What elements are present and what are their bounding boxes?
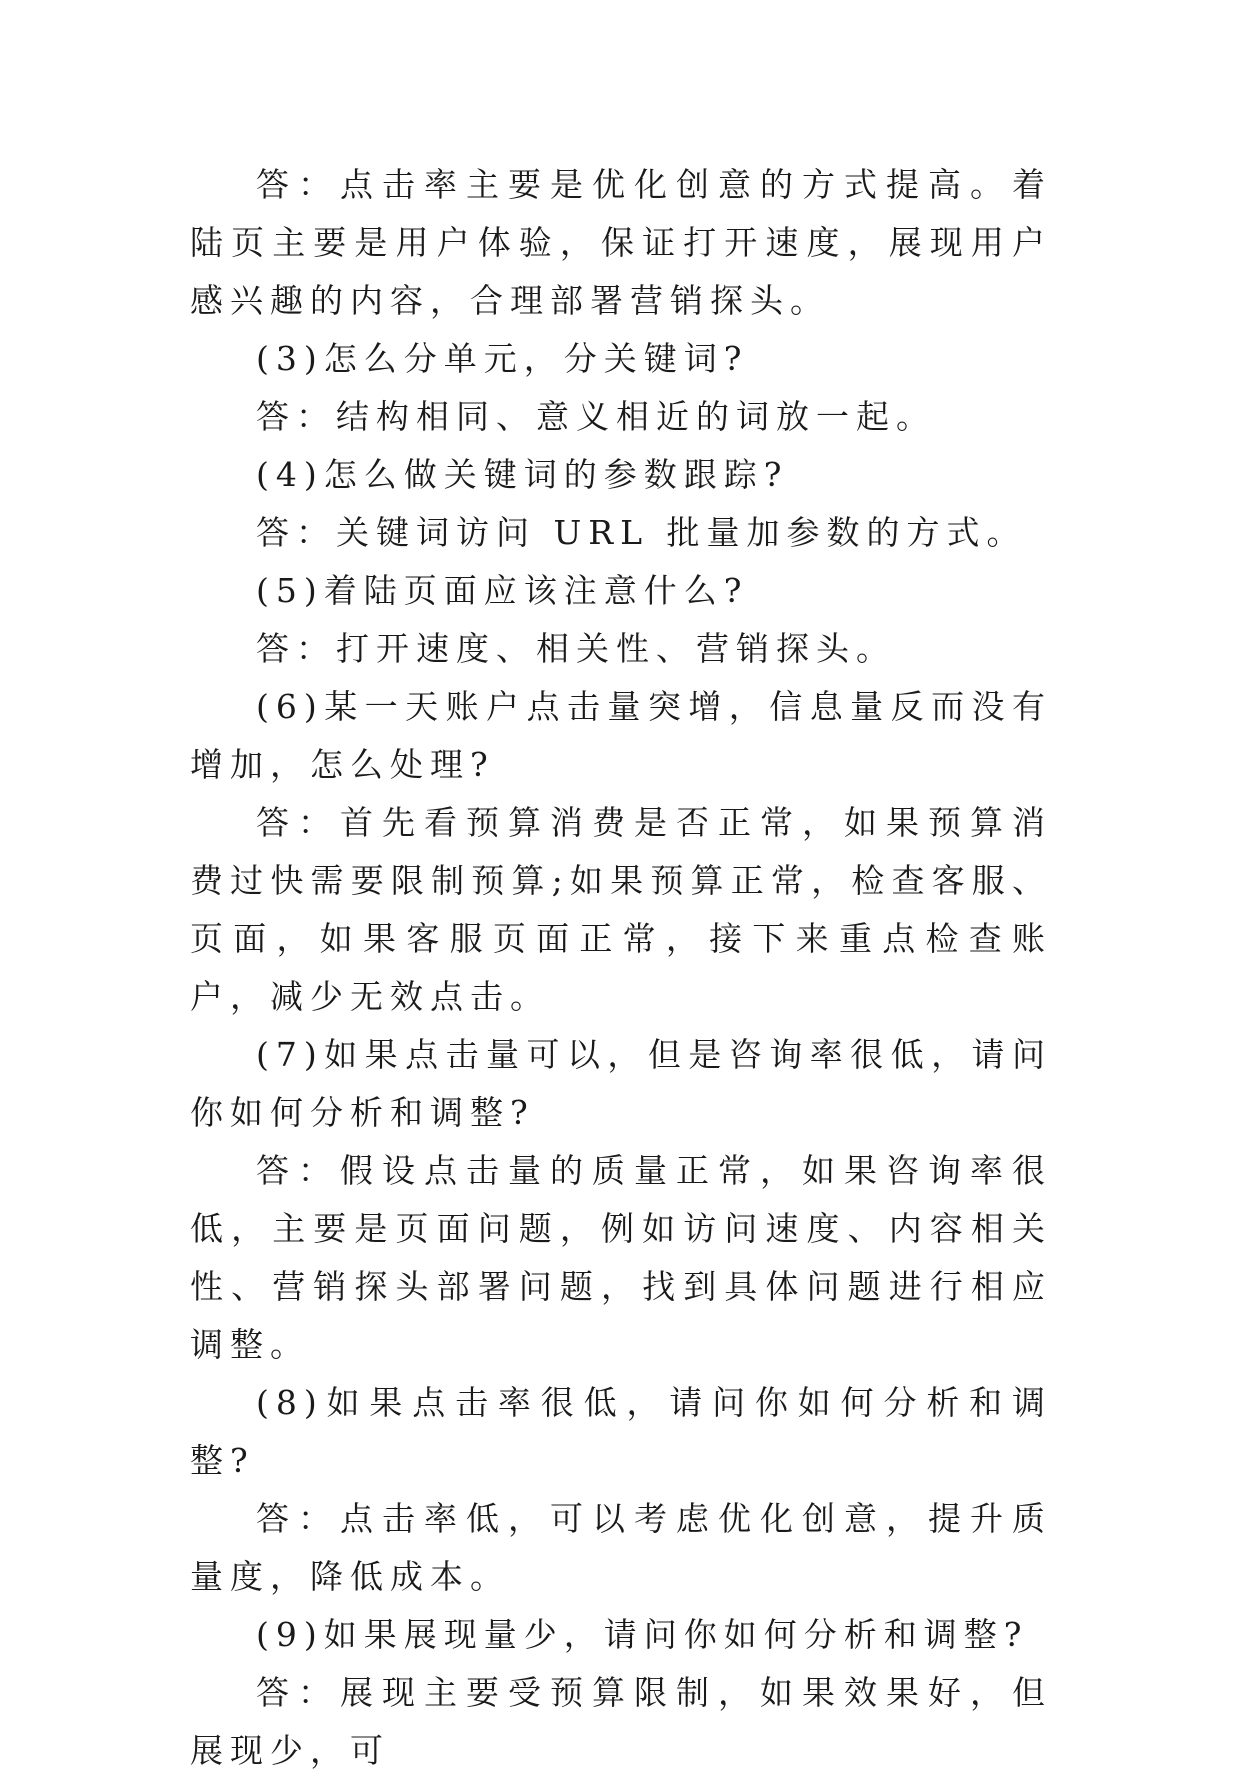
question-paragraph: (5)着陆页面应该注意什么?	[256, 571, 749, 610]
question-paragraph: (4)怎么做关键词的参数跟踪?	[256, 455, 789, 494]
document-body	[190, 156, 1052, 1780]
question-paragraph: (9)如果展现量少，请问你如何分析和调整?	[256, 1615, 1029, 1654]
answer-paragraph: 答：点击率低，可以考虑优化创意，提升质量度，降低成本。	[190, 1499, 1052, 1596]
answer-paragraph: 答：展现主要受预算限制，如果效果好，但展现少，可	[190, 1673, 1052, 1770]
question-paragraph: (3)怎么分单元，分关键词?	[256, 339, 749, 378]
question-paragraph: (8)如果点击率很低，请问你如何分析和调整?	[190, 1383, 1052, 1480]
answer-paragraph: 答：结构相同、意义相近的词放一起。	[256, 397, 936, 436]
answer-paragraph: 答：关键词访问 URL 批量加参数的方式。	[256, 513, 1027, 552]
answer-paragraph: 答：打开速度、相关性、营销探头。	[256, 629, 896, 668]
question-paragraph: (7)如果点击量可以，但是咨询率很低，请问你如何分析和调整?	[190, 1035, 1052, 1132]
answer-paragraph: 答：假设点击量的质量正常，如果咨询率很低，主要是页面问题，例如访问速度、内容相关性、营销探头部署问题，找到具体问题进行相应调整。	[190, 1151, 1052, 1364]
question-paragraph: (6)某一天账户点击量突增，信息量反而没有增加，怎么处理?	[190, 687, 1052, 784]
answer-paragraph: 答：首先看预算消费是否正常，如果预算消费过快需要限制预算;如果预算正常，检查客服、页面，如果客服页面正常，接下来重点检查账户，减少无效点击。	[190, 803, 1052, 1016]
answer-paragraph: 答：点击率主要是优化创意的方式提高。着陆页主要是用户体验，保证打开速度，展现用户感兴趣的内容，合理部署营销探头。	[190, 165, 1052, 320]
